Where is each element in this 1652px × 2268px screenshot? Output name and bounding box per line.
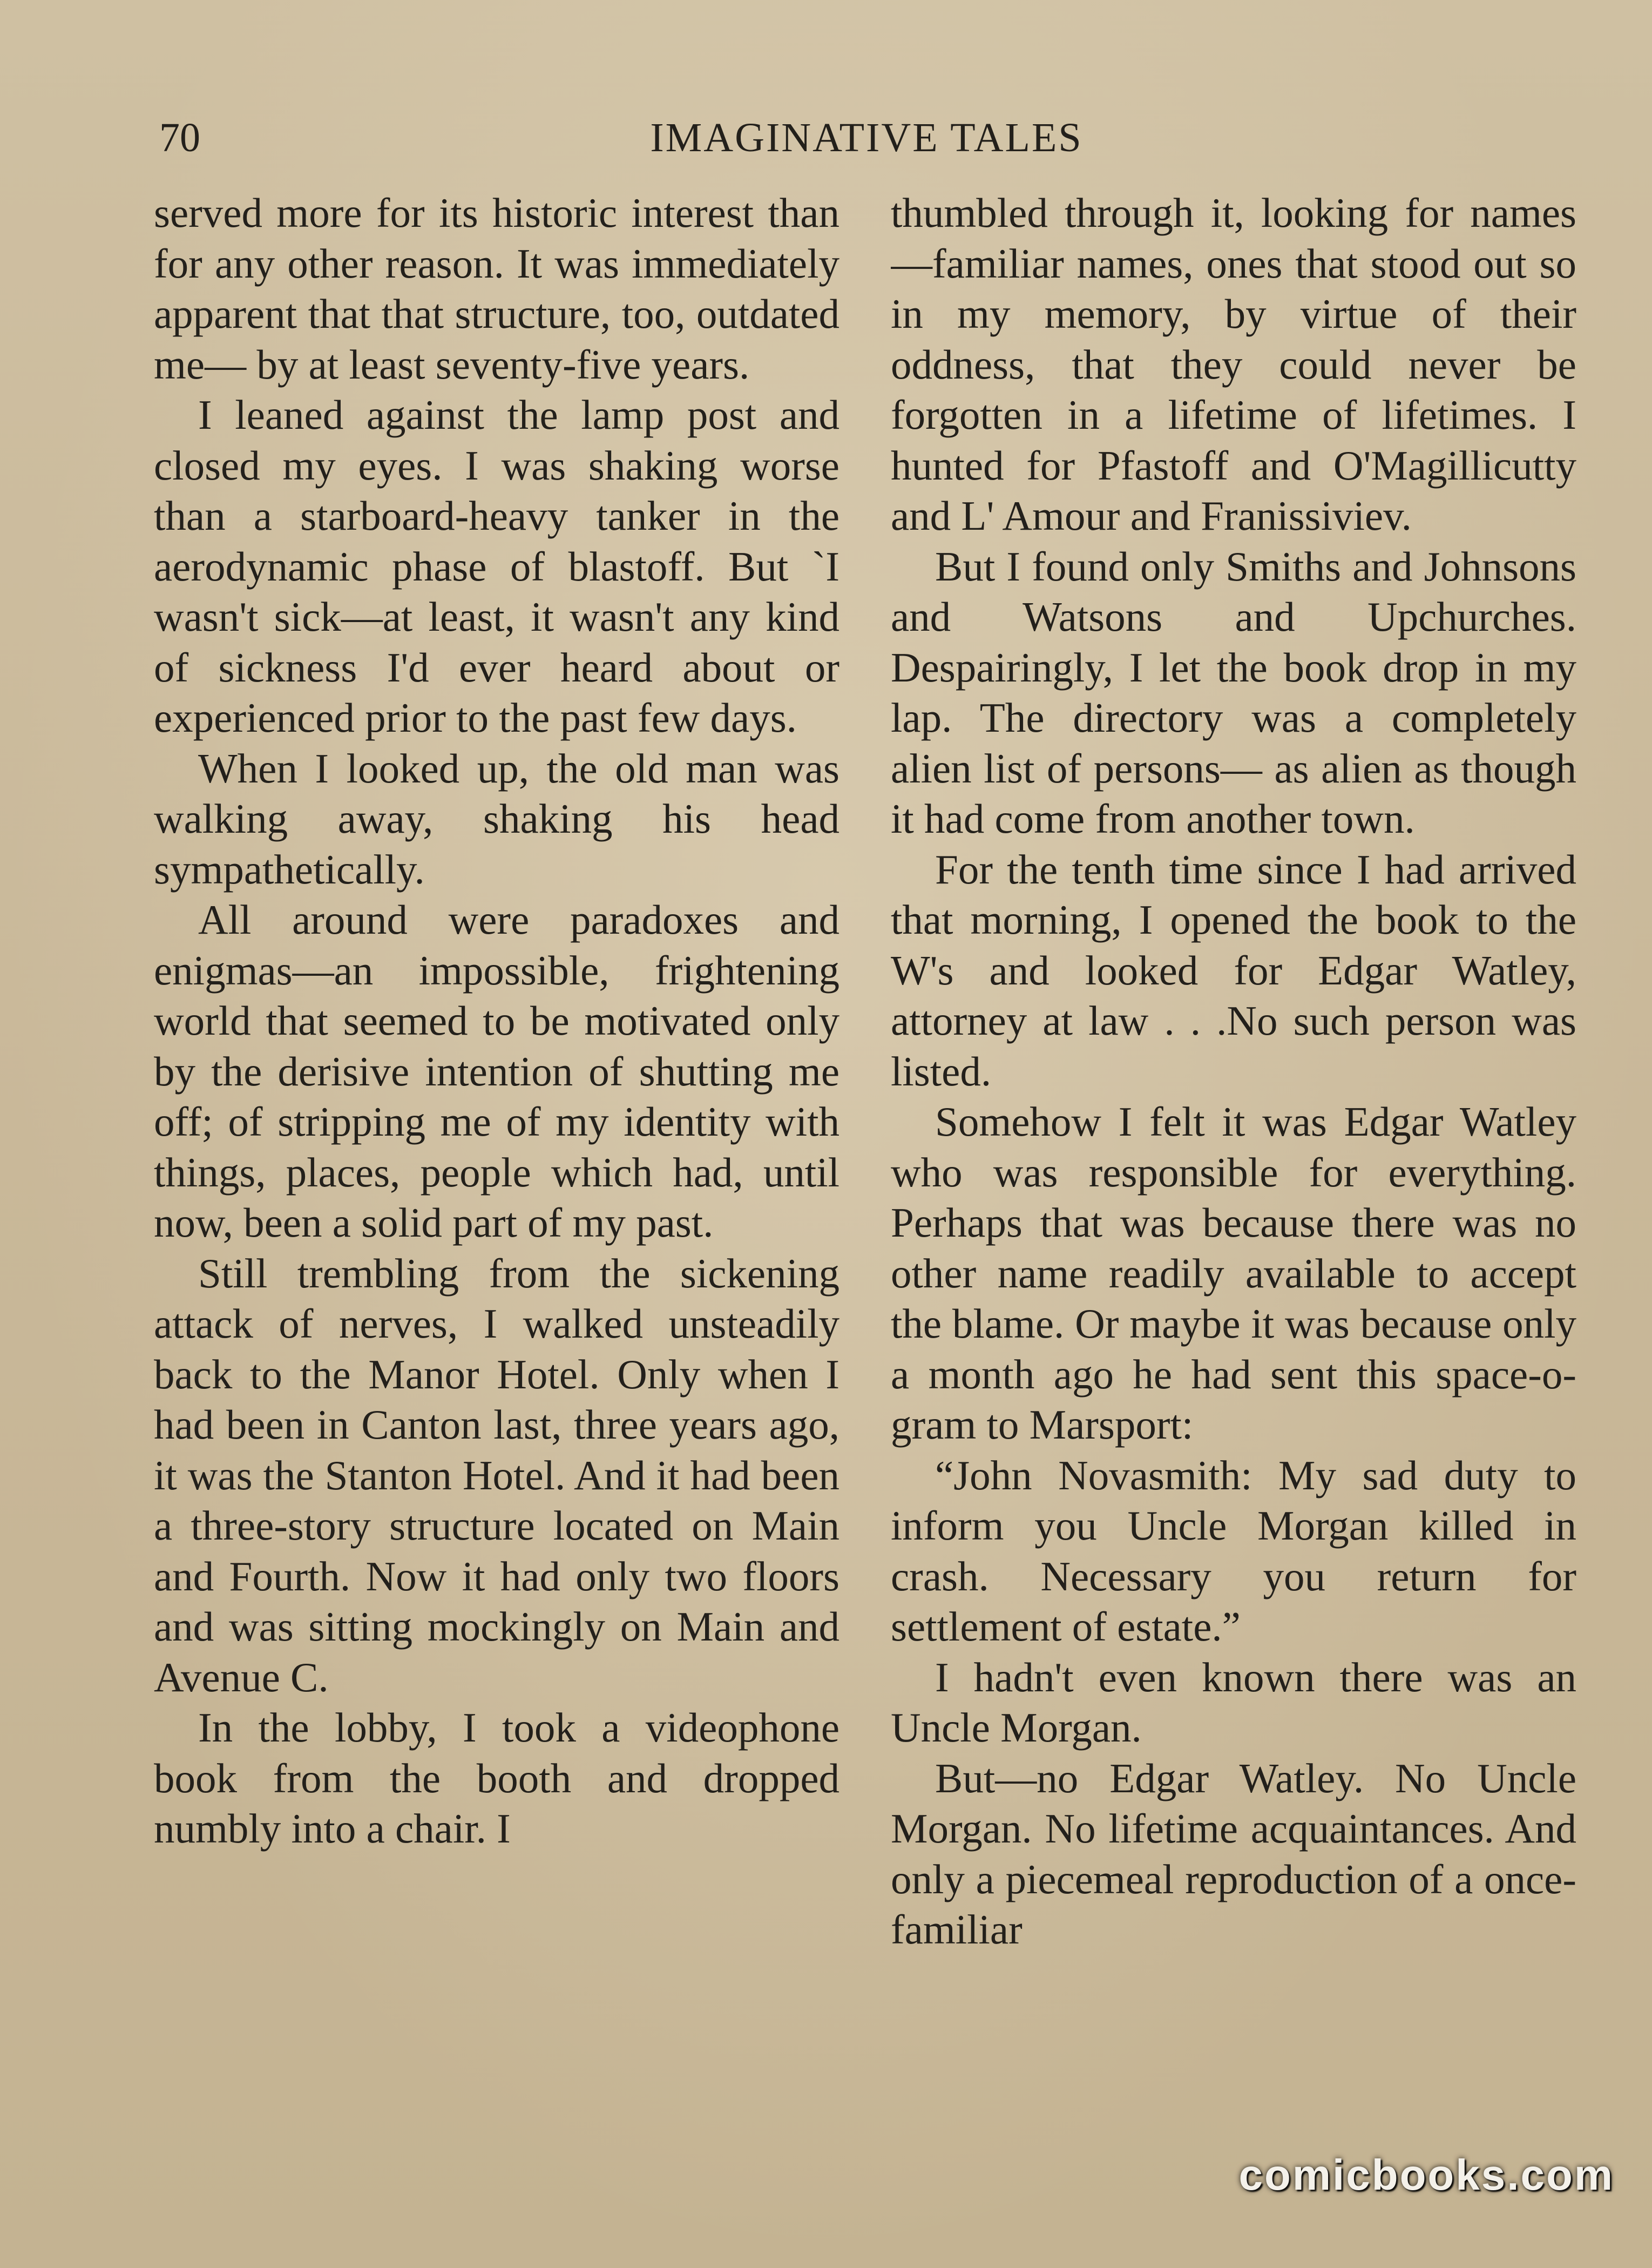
paragraph: Still trembling from the sickening attack of nerves, I walked unsteadily back to the Manor Hotel. Only when I had been in Canton last, three years ago, it was the Stanton Hotel. And it had been a three-story structure located on Main and Fourth. Now it had only two floors and was sitting mockingly on Main and Avenue C. <box>154 1250 839 1700</box>
paragraph: “John Novasmith: My sad duty to inform you Uncle Morgan killed in crash. Necessary you return for settlement of estate.” <box>891 1452 1576 1650</box>
paragraph: When I looked up, the old man was walking away, shaking his head sympathetically. <box>154 745 839 893</box>
running-title: IMAGINATIVE TALES <box>650 115 1083 160</box>
page-header <box>154 108 1579 173</box>
paragraph: For the tenth time since I had arrived that morning, I opened the book to the W's and looked for Edgar Watley, attorney at law . . .No such person was listed. <box>891 846 1576 1095</box>
paragraph: In the lobby, I took a videophone book from the booth and dropped numbly into a chair. I <box>154 1704 839 1852</box>
paragraph: But I found only Smiths and Johnsons and Watsons and Upchurches. Despairingly, I let the book drop in my lap. The directory was a completely alien list of persons— as alien as though it had come from another town. <box>891 543 1576 842</box>
paragraph: served more for its historic interest than for any other reason. It was immediately apparent that that structure, too, outdated me— by at least seventy-five years. <box>154 190 839 388</box>
paragraph: All around were paradoxes and enigmas—an impossible, frightening world that seemed to be motivated only by the derisive intention of shutting me off; of stripping me of my identity with things, places, people which had, until now, been a solid part of my past. <box>154 896 839 1246</box>
paragraph: I hadn't even known there was an Uncle Morgan. <box>891 1653 1576 1751</box>
paragraph: But—no Edgar Watley. No Uncle Morgan. No lifetime acquaintances. And only a piecemeal reproduction of a once-familiar <box>891 1754 1576 1953</box>
left-column <box>154 188 839 2143</box>
paragraph: thumbled through it, looking for names—familiar names, ones that stood out so in my memory, by virtue of their oddness, that they could never be forgotten in a lifetime of lifetimes. I hunted for Pfastoff and O'Magillicutty and L' Amour and Franissiviev. <box>891 190 1576 539</box>
page-number: 70 <box>159 115 200 160</box>
paragraph: I leaned against the lamp post and closed my eyes. I was shaking worse than a starboard-heavy tanker in the aerodynamic phase of blastoff. But `I wasn't sick—at least, it wasn't any kind of sickness I'd ever heard about or experienced prior to the past few days. <box>154 392 839 741</box>
right-column <box>891 188 1576 2143</box>
paragraph: Somehow I felt it was Edgar Watley who was responsible for everything. Perhaps that was because there was no other name readily available to accept the blame. Or maybe it was because only a month ago he had sent this space-o-gram to Marsport: <box>891 1098 1576 1448</box>
watermark: comicbooks.com <box>1238 2151 1614 2199</box>
